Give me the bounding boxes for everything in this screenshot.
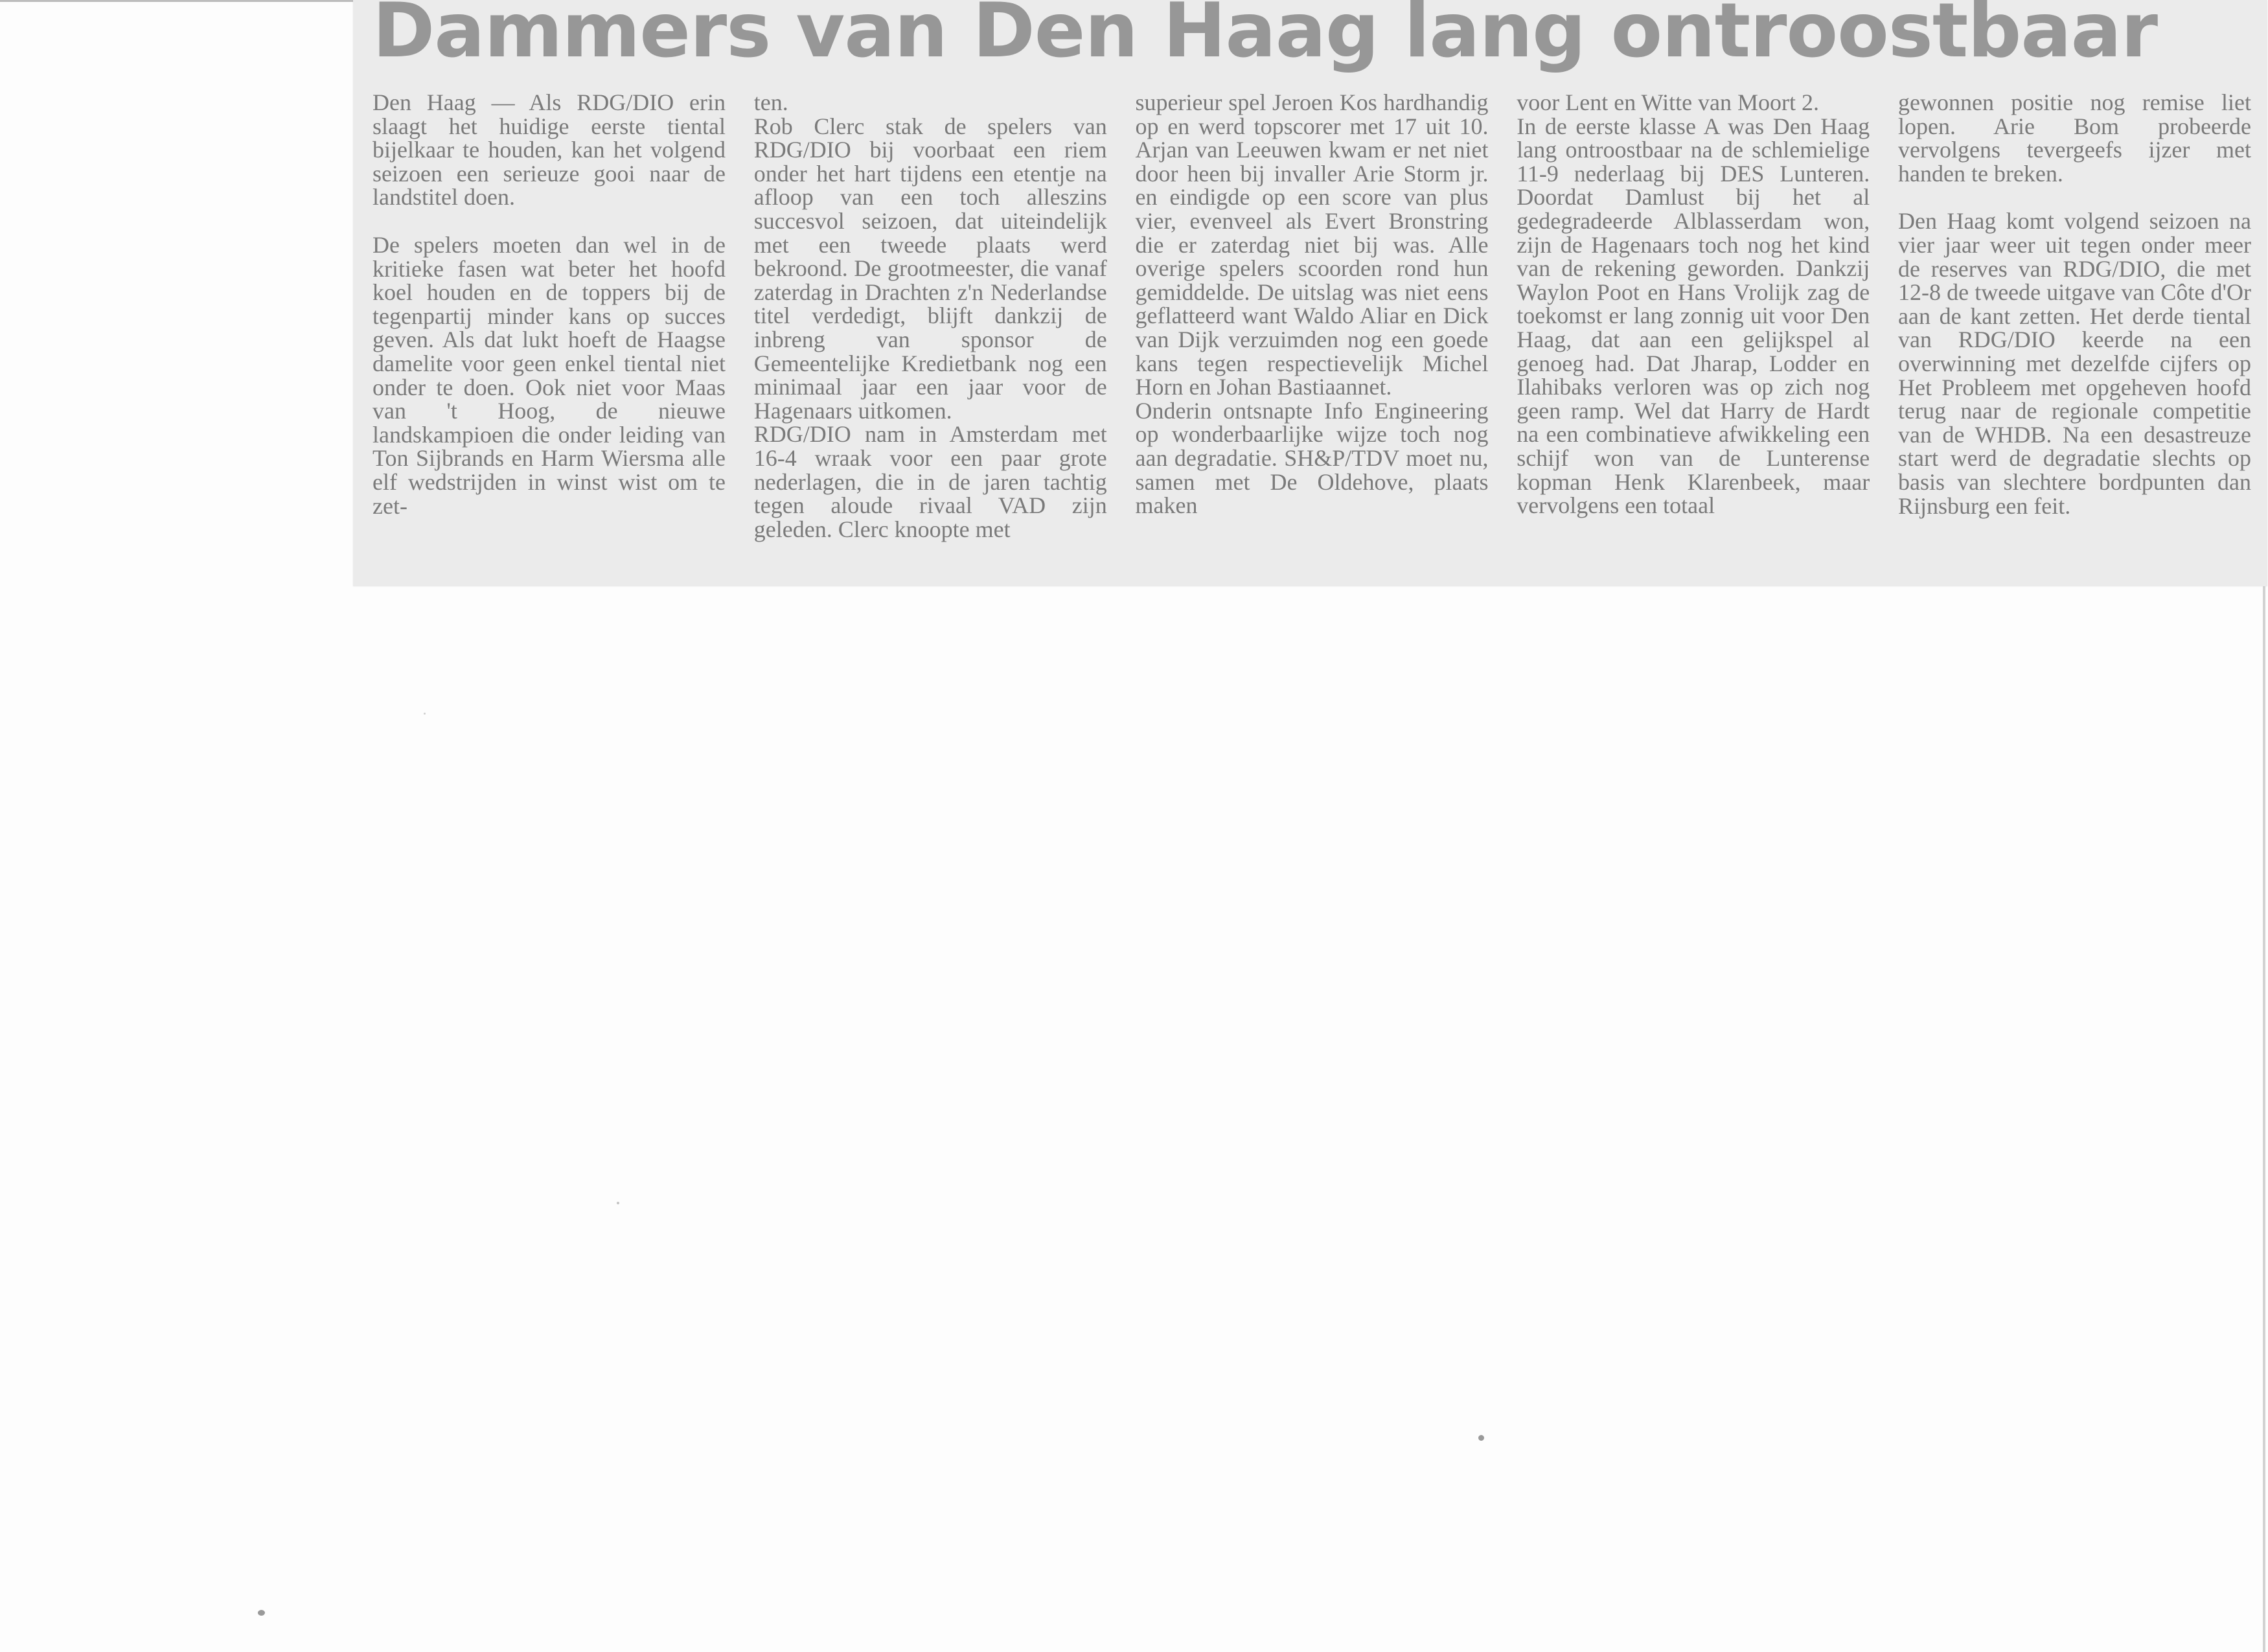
headline: Dammers van Den Haag lang ontroostbaar xyxy=(372,0,2158,75)
article-column-5 xyxy=(1898,91,2251,583)
paragraph: Den Haag — Als RDG/DIO erin slaagt het huidige eerste tiental bijelkaar te houden, kan het volgend seizoen een serieuze gooi naar de landstitel doen. xyxy=(372,89,726,211)
scan-edge-top xyxy=(0,0,363,2)
scan-speck xyxy=(424,713,426,715)
paragraph: De spelers moeten dan wel in de kritieke fasen wat beter het hoofd koel houden en de toppers bij de tegenpartij minder kans op succes geven. Als dat lukt hoeft de Haagse damelite voor geen enkel tiental niet onder te doen. Ook niet voor Maas van 't Hoog, de nieuwe landskampioen die onder leiding van Ton Sijbrands en Harm Wiersma alle elf wedstrijden in winst wist om te zet- xyxy=(372,231,726,519)
article-columns xyxy=(372,91,2251,583)
newspaper-clipping xyxy=(353,0,2267,586)
paragraph: gewonnen positie nog remise liet lopen. Arie Bom probeerde vervolgens tevergeefs ijzer met handen te breken. xyxy=(1898,89,2251,187)
article-column-4 xyxy=(1517,91,1870,583)
paragraph: Onderin ontsnapte Info Engineering op wonderbaarlijke wijze toch nog aan degradatie. SH&P/TDV moet nu, samen met De Oldehove, plaats maken xyxy=(1135,397,1489,519)
article-column-2 xyxy=(754,91,1107,583)
paragraph: In de eerste klasse A was Den Haag lang ontroostbaar na de schlemielige 11-9 nederlaag bij DES Lunteren. Doordat Damlust bij het al gedegradeerde Alblasserdam won, zijn de Hagenaars toch nog het kind van de rekening geworden. Dankzij Waylon Poot en Hans Vrolijk zag de toekomst er lang zonnig uit voor Den Haag, dat aan een gelijkspel al genoeg had. Dat Jharap, Lodder en Ilahibaks verloren was op zich nog geen ramp. Wel dat Harry de Hardt na een combinatieve afwikkeling een schijf won van de Lunterense kopman Henk Klarenbeek, maar vervolgens een totaal xyxy=(1517,113,1870,519)
article-column-3 xyxy=(1136,91,1489,583)
paragraph: voor Lent en Witte van Moort 2. xyxy=(1517,89,1820,115)
paragraph: RDG/DIO nam in Amsterdam met 16-4 wraak voor een paar grote nederlagen, die in de jaren tachtig tegen aloude rivaal VAD zijn geleden. Clerc knoopte met xyxy=(753,421,1107,542)
paragraph: superieur spel Jeroen Kos hardhandig op en werd topscorer met 17 uit 10. Arjan van Leeuwen kwam er net niet door heen bij invaller Arie Storm jr. en eindigde op een score van plus vier, evenveel als Evert Bronstring die er zaterdag niet bij was. Alle overige spelers scoorden rond hun gemiddelde. De uitslag was niet eens geflatteerd want Waldo Aliar en Dick van Dijk verzuimden nog een goede kans tegen respectievelijk Michel Horn en Johan Bastiaannet. xyxy=(1135,89,1489,400)
scan-speck xyxy=(617,1202,619,1204)
paragraph: Rob Clerc stak de spelers van RDG/DIO bij voorbaat een riem onder het hart tijdens een etentje na afloop van een toch alleszins succesvol seizoen, dat uiteindelijk met een tweede plaats werd bekroond. De grootmeester, die vanaf zaterdag in Drachten z'n Nederlandse titel verdedigt, blijft dankzij de inbreng van sponsor de Gemeentelijke Kredietbank nog een minimaal jaar een jaar voor de Hagenaars uitkomen. xyxy=(753,113,1107,424)
scan-speck xyxy=(258,1610,265,1616)
paragraph: Den Haag komt volgend seizoen na vier jaar weer uit tegen onder meer de reserves van RDG/DIO, die met 12-8 de tweede uitgave van Côte d'Or aan de kant zetten. Het derde tiental van RDG/DIO keerde na een overwinning met dezelfde cijfers op Het Probleem met opgeheven hoofd terug naar de regionale competitie van de WHDB. Na een desastreuze start werd de degradatie slechts op basis van slechtere bordpunten dan Rijnsburg een feit. xyxy=(1898,208,2251,519)
scan-speck xyxy=(1478,1435,1484,1441)
article-column-1 xyxy=(372,91,726,583)
paragraph: ten. xyxy=(753,89,788,115)
